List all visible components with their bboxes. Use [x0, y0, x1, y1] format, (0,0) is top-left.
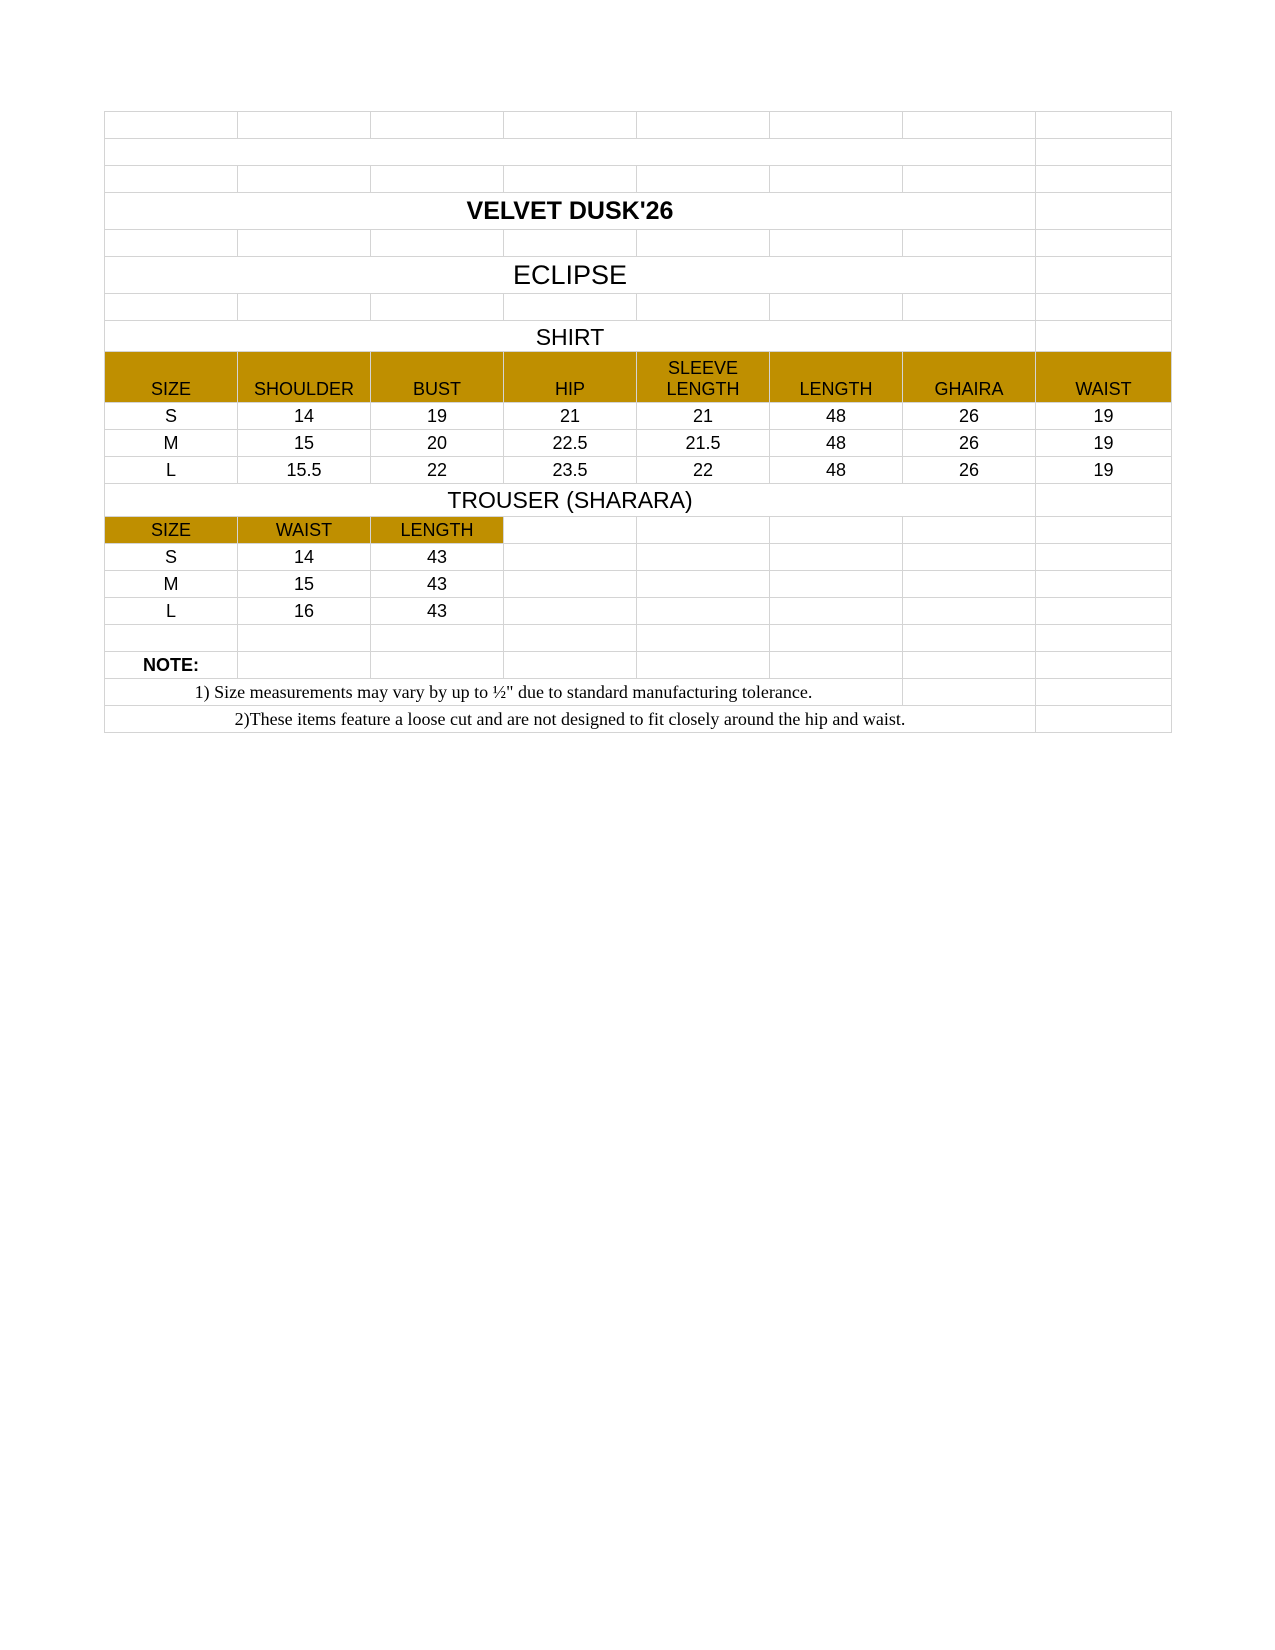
- table-cell: 21.5: [637, 430, 770, 457]
- table-cell: 43: [371, 544, 504, 571]
- table-cell: 15: [238, 430, 371, 457]
- trouser-row-m: [105, 571, 1172, 598]
- table-cell: 15.5: [238, 457, 371, 484]
- shirt-header-row: [105, 352, 1172, 403]
- table-cell: 23.5: [504, 457, 637, 484]
- table-cell: L: [105, 457, 238, 484]
- trouser-row-s: [105, 544, 1172, 571]
- empty-row: [105, 230, 1172, 257]
- table-cell: 43: [371, 598, 504, 625]
- trouser-header-length: LENGTH: [371, 517, 504, 544]
- table-cell: 26: [903, 403, 1036, 430]
- shirt-row-l: [105, 457, 1172, 484]
- size-chart-sheet: [104, 111, 1172, 733]
- table-cell: 20: [371, 430, 504, 457]
- shirt-header-waist: WAIST: [1036, 352, 1172, 403]
- shirt-header-size: SIZE: [105, 352, 238, 403]
- table-cell: 14: [238, 544, 371, 571]
- note-label: NOTE:: [105, 652, 238, 679]
- table-cell: 26: [903, 457, 1036, 484]
- empty-row: [105, 166, 1172, 193]
- shirt-header-sleeve-length: SLEEVE LENGTH: [637, 352, 770, 403]
- empty-row: [105, 625, 1172, 652]
- shirt-header-shoulder: SHOULDER: [238, 352, 371, 403]
- table-cell: M: [105, 571, 238, 598]
- empty-row: [105, 294, 1172, 321]
- table-cell: 14: [238, 403, 371, 430]
- table-cell: 43: [371, 571, 504, 598]
- note-item-2: 2)These items feature a loose cut and are not designed to fit closely around the hip and waist.: [105, 706, 1036, 733]
- table-cell: 26: [903, 430, 1036, 457]
- note-label-row: [105, 652, 1172, 679]
- trouser-header-waist: WAIST: [238, 517, 371, 544]
- table-cell: M: [105, 430, 238, 457]
- shirt-header-ghaira: GHAIRA: [903, 352, 1036, 403]
- table-cell: 19: [371, 403, 504, 430]
- shirt-row-s: [105, 403, 1172, 430]
- shirt-header-length: LENGTH: [770, 352, 903, 403]
- table-cell: S: [105, 544, 238, 571]
- table-cell: 16: [238, 598, 371, 625]
- table-cell: 15: [238, 571, 371, 598]
- note-row-2: [105, 706, 1172, 733]
- note-item-1: 1) Size measurements may vary by up to ½" due to standard manufacturing tolerance.: [105, 679, 903, 706]
- trouser-header-size: SIZE: [105, 517, 238, 544]
- table-cell: L: [105, 598, 238, 625]
- shirt-row-m: [105, 430, 1172, 457]
- shirt-header-hip: HIP: [504, 352, 637, 403]
- table-cell: 22.5: [504, 430, 637, 457]
- table-cell: S: [105, 403, 238, 430]
- table-cell: 19: [1036, 457, 1172, 484]
- table-cell: 48: [770, 457, 903, 484]
- shirt-section-row: [105, 321, 1172, 352]
- table-cell: 22: [637, 457, 770, 484]
- table-cell: 21: [637, 403, 770, 430]
- table-cell: 22: [371, 457, 504, 484]
- collection-name: ECLIPSE: [105, 257, 1036, 294]
- trouser-header-row: [105, 517, 1172, 544]
- shirt-header-bust: BUST: [371, 352, 504, 403]
- subtitle-row: [105, 257, 1172, 294]
- size-chart-grid: [104, 111, 1172, 733]
- empty-row: [105, 139, 1172, 166]
- trouser-section-row: [105, 484, 1172, 517]
- shirt-section-label: SHIRT: [105, 321, 1036, 352]
- table-cell: 48: [770, 403, 903, 430]
- table-cell: 48: [770, 430, 903, 457]
- table-cell: 19: [1036, 403, 1172, 430]
- trouser-row-l: [105, 598, 1172, 625]
- title-row: [105, 193, 1172, 230]
- table-cell: 19: [1036, 430, 1172, 457]
- document-title: VELVET DUSK'26: [105, 193, 1036, 230]
- note-row-1: [105, 679, 1172, 706]
- empty-row: [105, 112, 1172, 139]
- trouser-section-label: TROUSER (SHARARA): [105, 484, 1036, 517]
- table-cell: 21: [504, 403, 637, 430]
